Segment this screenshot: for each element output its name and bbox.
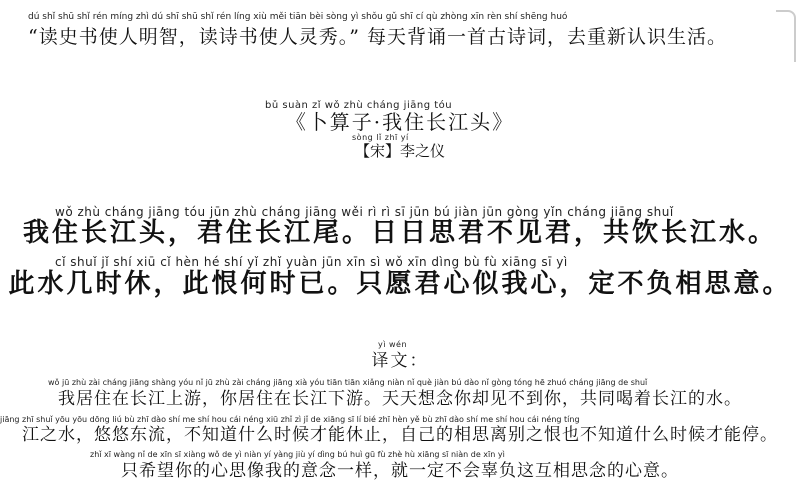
- poem-line-1-pinyin: wǒ zhù cháng jiāng tóu jūn zhù cháng jiāng wěi rì rì sī jūn bú jiàn jūn gòng yǐn cháng jiāng shuǐ: [55, 205, 674, 219]
- translation-line-2: 江之水，悠悠东流，不知道什么时候才能休止，自己的相思离别之恨也不知道什么时候才能停。: [22, 425, 778, 445]
- translation-line-3: 只希望你的心思像我的意念一样，就一定不会辜负这互相思念的心意。: [121, 461, 679, 481]
- translation-label: 译文：: [371, 351, 429, 371]
- motto-text: “读史书使人明智，读诗书使人灵秀。” 每天背诵一首古诗词，去重新认识生活。: [28, 26, 727, 48]
- translation-line-3-pinyin: zhǐ xī wàng nǐ de xīn sī xiàng wǒ de yì niàn yí yàng jiù yí dìng bú huì gū fù zhè hù xiāng sī niàn de xīn yì: [90, 450, 505, 459]
- poem-line-2-pinyin: cǐ shuǐ jǐ shí xiū cǐ hèn hé shí yǐ zhǐ yuàn jūn xīn sì wǒ xīn dìng bù fù xiāng sī yì: [55, 255, 568, 269]
- translation-line-1-pinyin: wǒ jū zhù zài cháng jiāng shàng yóu nǐ jū zhù zài cháng jiāng xià yóu tiān tiān xiǎng niàn nǐ què jiàn bú dào nǐ gòng tóng hē zhuó cháng jiāng de shuǐ: [48, 378, 648, 387]
- translation-line-2-pinyin: jiāng zhī shuǐ yōu yōu dōng liú bù zhī dào shí me shí hou cái néng xiū zhǐ zì jǐ de xiāng sī lí bié zhī hèn yě bù zhī dào shí me shí hou cái néng tíng: [0, 415, 580, 424]
- translation-label-pinyin: yì wén: [378, 340, 408, 349]
- poem-title-pinyin: bǔ suàn zǐ wǒ zhù cháng jiāng tóu: [265, 100, 453, 111]
- translation-line-1: 我居住在长江上游，你居住在长江下游。天天想念你却见不到你，共同喝着长江的水。: [58, 389, 742, 409]
- poem-line-2: 此水几时休，此恨何时已。只愿君心似我心，定不负相思意。: [8, 269, 792, 299]
- poem-author-pinyin: sòng lǐ zhī yí: [352, 133, 409, 142]
- motto-pinyin: dú shǐ shū shǐ rén míng zhì dú shī shū shǐ rén líng xiù měi tiān bèi sòng yì shǒu gǔ shī cí qù zhòng xīn rèn shí shēng huó: [28, 12, 568, 22]
- poem-line-1: 我住长江头，君住长江尾。日日思君不见君，共饮长江水。: [22, 218, 777, 248]
- poem-title: 《卜算子·我住长江头》: [285, 110, 515, 134]
- poem-author: 【宋】李之仪: [354, 142, 445, 160]
